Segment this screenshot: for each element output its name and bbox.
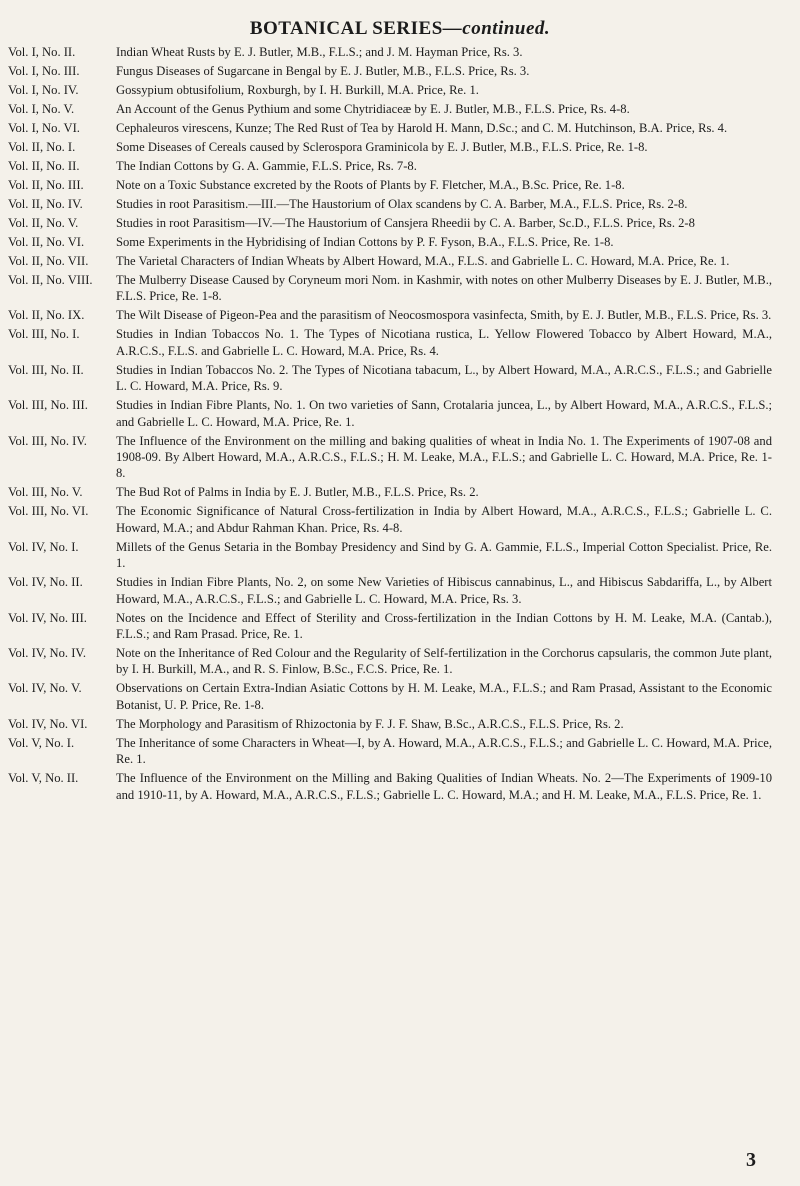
publication-list <box>8 44 772 806</box>
list-item <box>8 101 772 117</box>
list-item <box>8 362 772 395</box>
list-item <box>8 484 772 500</box>
volume-number: Vol. II, No. II. <box>8 159 80 173</box>
page-number: 3 <box>746 1149 756 1171</box>
volume-number: Vol. I, No. VI. <box>8 121 80 135</box>
publication-description: The Wilt Disease of Pigeon-Pea and the parasitism of Neocosmospora vasinfecta, Smith, by E. J. Butler, M.B., F.L.S. Price, Rs. 3. <box>116 308 772 323</box>
list-item <box>8 610 772 643</box>
volume-number: Vol. II, No. III. <box>8 178 84 192</box>
volume-number: Vol. II, No. V. <box>8 216 79 230</box>
publication-description: Cephaleuros virescens, Kunze; The Red Rust of Tea by Harold H. Mann, D.Sc.; and C. M. Hutchinson, B.A. Price, Rs. 4. <box>116 121 728 135</box>
volume-number: Vol. IV, No. V. <box>8 681 82 696</box>
list-item <box>8 196 772 212</box>
publication-description: The Mulberry Disease Caused by Coryneum mori Nom. in Kashmir, with notes on other Mulberry Diseases by E. J. Butler, M.B., F.L.S. Price, Re. 1-8. <box>116 273 772 304</box>
volume-number: Vol. IV, No. I. <box>8 539 79 554</box>
publication-description: Studies in Indian Fibre Plants, No. 2, on some New Varieties of Hibiscus cannabinus, L., and Hibiscus Sabdariffa, L., by Albert Howard, M.A., A.R.C.S., F.L.S.; and Gabrielle L. C. Howard, M.A. Price, Rs. 3. <box>116 575 772 606</box>
volume-number: Vol. I, No. II. <box>8 45 76 59</box>
list-item <box>8 120 772 136</box>
publication-description: Studies in Indian Tobaccos No. 1. The Types of Nicotiana rustica, L. Yellow Flowered Tobacco by Albert Howard, M.A., A.R.C.S., F.L.S. and Gabrielle L. C. Howard, M.A. Price, Rs. 4. <box>116 327 772 358</box>
publication-description: Observations on Certain Extra-Indian Asiatic Cottons by H. M. Leake, M.A., F.L.S.; and Ram Prasad, Assistant to the Economic Botanist, U. P. Price, Re. 1-8. <box>116 681 772 712</box>
publication-description: The Inheritance of some Characters in Wheat—I, by A. Howard, M.A., A.R.C.S., F.L.S.; and Gabrielle L. C. Howard, M.A. Price, Re. 1. <box>116 735 772 767</box>
series-title: BOTANICAL SERIES <box>249 18 443 39</box>
publication-description: Note on the Inheritance of Red Colour and the Regularity of Self-fertilization in the Corchorus capsularis, the common Jute plant, by I. H. Burkill, M.A., and R. S. Finlow, B.Sc., F.C.S. Price, Re. 1. <box>116 646 772 677</box>
list-item <box>8 645 772 678</box>
volume-number: Vol. II, No. I. <box>8 140 76 154</box>
publication-description: Some Diseases of Cereals caused by Sclerospora Graminicola by E. J. Butler, M.B., F.L.S. Price, Re. 1-8. <box>116 140 648 154</box>
list-item <box>8 397 772 430</box>
volume-number: Vol. I, No. IV. <box>8 83 79 97</box>
volume-number: Vol. IV, No. VI. <box>8 716 88 731</box>
list-item <box>8 735 772 768</box>
publication-description: Studies in root Parasitism—IV.—The Haustorium of Cansjera Rheedii by C. A. Barber, Sc.D., F.L.S. Price, Rs. 2-8 <box>116 216 695 230</box>
volume-number: Vol. III, No. VI. <box>8 504 89 519</box>
volume-number: Vol. III, No. II. <box>8 362 84 377</box>
volume-number: Vol. IV, No. III. <box>8 610 87 625</box>
list-item <box>8 716 772 732</box>
volume-number: Vol. II, No. VI. <box>8 235 85 249</box>
list-item <box>8 680 772 713</box>
list-item <box>8 503 772 536</box>
volume-number: Vol. III, No. IV. <box>8 433 87 448</box>
publication-description: Studies in Indian Tobaccos No. 2. The Types of Nicotiana tabacum, L., by Albert Howard, M.A., A.R.C.S., F.L.S.; and Gabrielle L. C. Howard, M.A. Price, Rs. 9. <box>116 362 772 394</box>
list-item <box>8 215 772 231</box>
list-item <box>8 574 772 607</box>
publication-description: The Influence of the Environment on the Milling and Baking Qualities of Indian Wheats. No. 2—The Experiments of 1909-10 and 1910-11, by A. Howard, M.A., A.R.C.S., F.L.S.; Gabrielle L. C. Howard, M.A.; and H. M. Leake, M.A., F.L.S. Price, Re. 1. <box>116 771 772 802</box>
publication-description: Note on a Toxic Substance excreted by the Roots of Plants by F. Fletcher, M.A., B.Sc. Price, Re. 1-8. <box>116 178 625 192</box>
publication-description: Fungus Diseases of Sugarcane in Bengal by E. J. Butler, M.B., F.L.S. Price, Rs. 3. <box>116 64 530 78</box>
volume-number: Vol. I, No. III. <box>8 64 80 78</box>
list-item <box>8 307 772 323</box>
publication-description: The Bud Rot of Palms in India by E. J. Butler, M.B., F.L.S. Price, Rs. 2. <box>116 485 479 500</box>
publication-description: The Varietal Characters of Indian Wheats by Albert Howard, M.A., F.L.S. and Gabrielle L. C. Howard, M.A. Price, Re. 1. <box>116 254 730 268</box>
list-item <box>8 272 772 305</box>
volume-number: Vol. III, No. V. <box>8 485 83 500</box>
list-item <box>8 44 772 60</box>
volume-number: Vol. IV, No. II. <box>8 575 83 590</box>
volume-number: Vol. II, No. VIII. <box>8 273 93 287</box>
volume-number: Vol. III, No. I. <box>8 327 80 342</box>
volume-number: Vol. V, No. I. <box>8 735 75 750</box>
publication-description: The Morphology and Parasitism of Rhizoctonia by F. J. F. Shaw, B.Sc., A.R.C.S., F.L.S. Price, Rs. 2. <box>116 716 624 731</box>
list-item <box>8 234 772 250</box>
continued-label: —continued. <box>442 18 551 39</box>
publication-description: Millets of the Genus Setaria in the Bombay Presidency and Sind by G. A. Gammie, F.L.S., Imperial Cotton Specialist. Price, Re. 1. <box>116 539 772 571</box>
publication-description: Gossypium obtusifolium, Roxburgh, by I. H. Burkill, M.A. Price, Re. 1. <box>116 83 479 97</box>
list-item <box>8 326 772 359</box>
list-item <box>8 158 772 174</box>
publication-description: An Account of the Genus Pythium and some Chytridiaceæ by E. J. Butler, M.B., F.L.S. Price, Rs. 4-8. <box>116 102 630 116</box>
volume-number: Vol. V, No. II. <box>8 771 79 786</box>
volume-number: Vol. IV, No. IV. <box>8 646 87 661</box>
publication-description: Indian Wheat Rusts by E. J. Butler, M.B., F.L.S.; and J. M. Hayman Price, Rs. 3. <box>116 45 523 59</box>
volume-number: Vol. II, No. IX. <box>8 308 85 323</box>
list-item <box>8 433 772 482</box>
list-item <box>8 82 772 98</box>
list-item <box>8 139 772 155</box>
publication-description: Some Experiments in the Hybridising of Indian Cottons by P. F. Fyson, B.A., F.L.S. Price, Re. 1-8. <box>116 235 614 249</box>
list-item <box>8 770 772 803</box>
volume-number: Vol. II, No. VII. <box>8 254 89 268</box>
list-item <box>8 177 772 193</box>
list-item <box>8 253 772 269</box>
page-heading <box>0 18 800 40</box>
volume-number: Vol. II, No. IV. <box>8 197 83 211</box>
publication-description: The Economic Significance of Natural Cross-fertilization in India by Albert Howard, M.A., A.R.C.S., F.L.S.; Gabrielle L. C. Howard, M.A.; and Abdur Rahman Khan. Price, Rs. 4-8. <box>116 504 772 535</box>
publication-description: The Indian Cottons by G. A. Gammie, F.L.S. Price, Rs. 7-8. <box>116 159 417 173</box>
publication-description: Notes on the Incidence and Effect of Sterility and Cross-fertilization in the Indian Cottons by H. M. Leake, M.A. (Cantab.), F.L.S.; and Ram Prasad. Price, Re. 1. <box>116 610 772 642</box>
list-item <box>8 63 772 79</box>
list-item <box>8 539 772 572</box>
publication-description: The Influence of the Environment on the milling and baking qualities of wheat in India No. 1. The Experiments of 1907-08 and 1908-09. By Albert Howard, M.A., A.R.C.S., F.L.S.; H. M. Leake, M.A., F.L.S.; and Gabrielle L. C. Howard, M.A. Price, Re. 1-8. <box>116 433 772 481</box>
publication-description: Studies in root Parasitism.—III.—The Haustorium of Olax scandens by C. A. Barber, M.A., F.L.S. Price, Rs. 2-8. <box>116 197 688 211</box>
publication-description: Studies in Indian Fibre Plants, No. 1. On two varieties of Sann, Crotalaria juncea, L., by Albert Howard, M.A., A.R.C.S., F.L.S.; and Gabrielle L. C. Howard, M.A. Price, Re. 1. <box>116 398 772 429</box>
volume-number: Vol. III, No. III. <box>8 398 88 413</box>
volume-number: Vol. I, No. V. <box>8 102 75 116</box>
